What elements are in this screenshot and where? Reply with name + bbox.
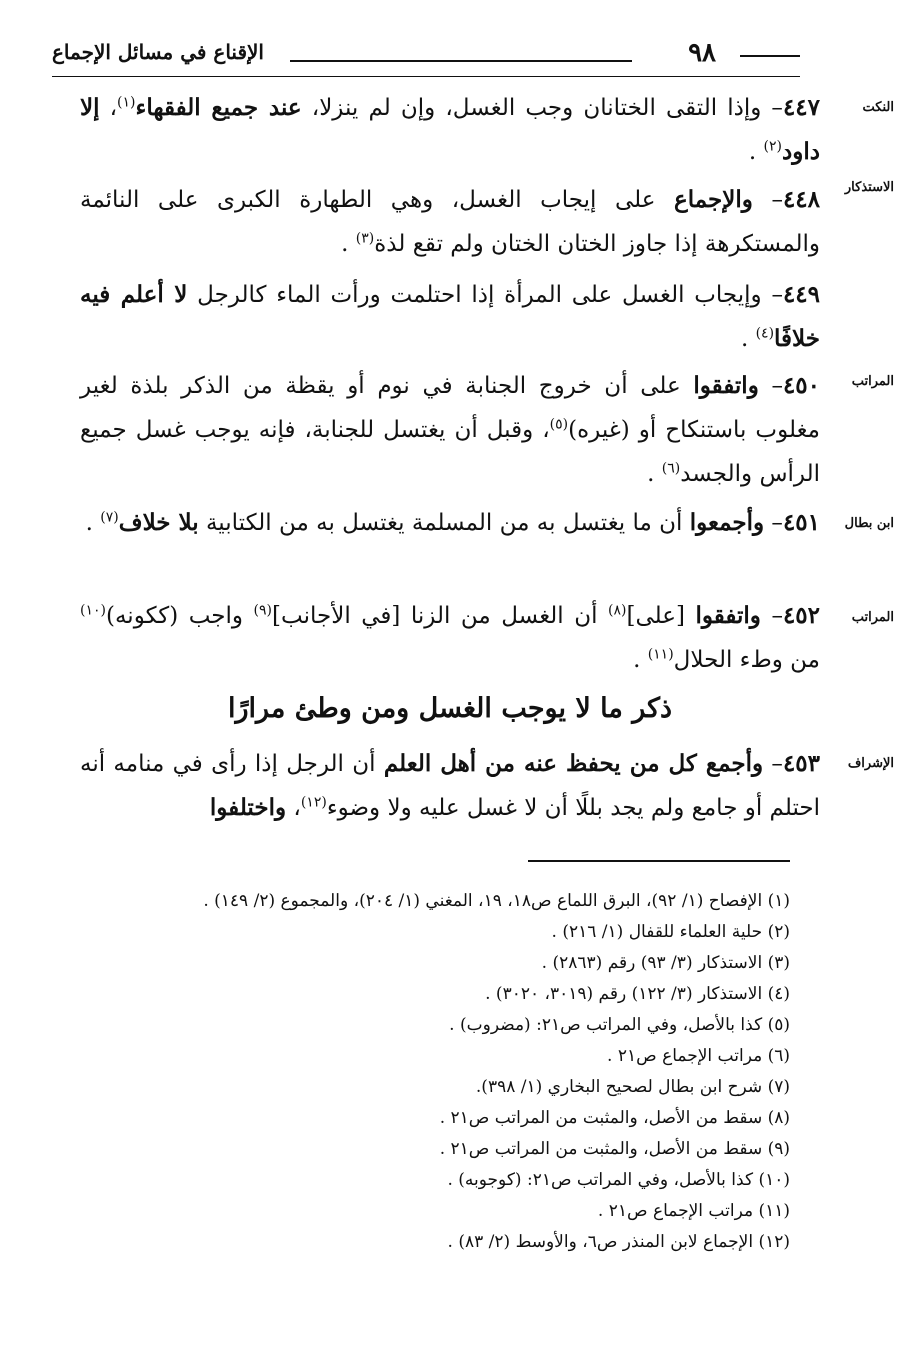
entry-450: ٤٥٠– واتفقوا على أن خروج الجنابة في نوم أو يقظة من الذكر بلذة لغير مغلوب باستنكاح أو (غيره)$^{(٥)}$، وقبل أن يغتسل للجنابة، فإنه يوجب غسل جميع الرأس والجسد$^{(٦)}$ . <box>80 372 821 487</box>
entry-453: ٤٥٣– وأجمع كل من يحفظ عنه من أهل العلم أن الرجل إذا رأى في منامه أنه احتلم أو جامع ولم يجد بللًا أن لا غسل عليه ولا وضوء$^{(١٢)}$، واختلفوا <box>80 750 820 821</box>
bold-phrase: عند جميع الفقهاء <box>135 94 302 121</box>
entry-number: ٤٥٣ <box>782 750 820 777</box>
entry-447: ٤٤٧– وإذا التقى الختانان وجب الغسل، وإن لم ينزلا، عند جميع الفقهاء$^{(١)}$، إلا داود$^{(٢)}$ . <box>80 94 820 165</box>
footnote-ref: (٩) <box>253 602 273 619</box>
entry-text: من وطء الحلال <box>673 647 820 673</box>
footnote-ref: (٧) <box>100 509 119 526</box>
entry-number: ٤٥٠ <box>782 372 821 399</box>
entry-452: ٤٥٢– واتفقوا [على]$^{(٨)}$ أن الغسل من الزنا [في الأجانب]$^{(٩)}$ واجب (ككونه)$^{(١٠)}$ من وطء الحلال$^{(١١)}$ . <box>80 602 821 673</box>
footnote-ref: (٢) <box>763 138 783 155</box>
footnote: (٩) سقط من الأصل، والمثبت من المراتب ص٢١ . <box>439 1139 790 1159</box>
entry-text: وإيجاب الغسل على المرأة إذا احتلمت ورأت الماء كالرجل <box>187 282 762 308</box>
entry-text: على أن خروج الجنابة في نوم أو يقظة من الذكر بلذة لغير مغلوب باستنكاح أو (غيره) <box>80 373 820 443</box>
source-label: المراتب <box>851 374 894 389</box>
entry-text: وإذا التقى الختانان وجب الغسل، وإن لم ينزلا، <box>301 95 762 121</box>
header-underline <box>52 76 800 77</box>
bold-phrase: واتفقوا <box>695 602 761 629</box>
header-dash <box>740 55 800 57</box>
footnote-ref: (٣) <box>355 230 375 247</box>
footnotes <box>70 886 790 1258</box>
footnote-ref: (١٠) <box>80 602 106 619</box>
entry-text: أن الغسل من الزنا [في الأجانب] <box>272 603 609 629</box>
source-label: النكت <box>862 100 894 115</box>
entry-number: ٤٤٨ <box>782 186 821 213</box>
footnote-ref: (١١) <box>647 646 674 663</box>
entry-text: . <box>740 326 756 352</box>
entry-text: ، وقبل أن يغتسل للجنابة، فإنه يوجب غسل جميع الرأس والجسد <box>80 417 820 487</box>
footnote-separator <box>528 860 790 862</box>
entry-number: ٤٥١ <box>782 509 820 536</box>
bold-phrase: إلا داود <box>80 94 820 165</box>
entry-number: ٤٤٩ <box>782 281 821 308</box>
entry-text: [على] <box>626 603 696 629</box>
entry-text: ، <box>286 795 301 821</box>
entry-text: . <box>85 510 101 536</box>
entry-text: ، <box>99 95 118 121</box>
entry-448: ٤٤٨– والإجماع على إيجاب الغسل، وهي الطهارة الكبرى على النائمة والمستكرهة إذا جاوز الختان الختان ولم تقع لذة$^{(٣)}$ . <box>80 186 821 257</box>
footnote: (٢) حلية العلماء للقفال (١/ ٢١٦) . <box>551 922 790 942</box>
footnote: (٥) كذا بالأصل، وفي المراتب ص٢١: (مضروب) . <box>449 1015 790 1035</box>
section-heading: ذكر ما لا يوجب الغسل ومن وطئ مرارًا <box>227 693 673 724</box>
bold-phrase: وأجمع كل من يحفظ عنه من أهل العلم <box>383 750 764 777</box>
entry-number: ٤٤٧ <box>782 94 820 121</box>
footnote: (٦) مراتب الإجماع ص٢١ . <box>607 1046 790 1066</box>
footnote-ref: (٥) <box>549 416 569 433</box>
bold-phrase: لا أعلم فيه خلافًا <box>80 281 820 352</box>
bold-phrase: والإجماع <box>674 186 753 213</box>
running-header <box>52 38 800 78</box>
bold-phrase: واختلفوا <box>209 794 287 821</box>
footnote: (١١) مراتب الإجماع ص٢١ . <box>597 1201 790 1221</box>
source-label: الاستذكار <box>844 180 894 195</box>
footnote-ref: (٤) <box>755 325 775 342</box>
entry-text: أن الرجل إذا رأى في منامه أنه احتلم أو جامع ولم يجد بللًا أن لا غسل عليه ولا وضوء <box>80 751 820 821</box>
bold-phrase: وأجمعوا <box>689 509 765 536</box>
bold-phrase: واتفقوا <box>693 372 759 399</box>
footnote: (٣) الاستذكار (٣/ ٩٣) رقم (٢٨٦٣) . <box>541 953 790 973</box>
header-rule <box>290 60 632 62</box>
bold-phrase: بلا خلاف <box>118 509 199 536</box>
source-label: ابن بطال <box>844 516 894 531</box>
entry-451: ٤٥١– وأجمعوا أن ما يغتسل به من المسلمة يغتسل به من الكتابية بلا خلاف$^{(٧)}$ . <box>85 509 820 536</box>
footnote-ref: (٦) <box>661 460 681 477</box>
entry-text: . <box>633 647 648 673</box>
footnote: (٧) شرح ابن بطال لصحيح البخاري (١/ ٣٩٨). <box>475 1077 790 1097</box>
entry-text: . <box>341 231 356 257</box>
footnote: (١) الإفصاح (١/ ٩٢)، البرق اللماع ص١٨، ١٩، المغني (١/ ٢٠٤)، والمجموع (٢/ ١٤٩) . <box>203 891 790 911</box>
entry-449: ٤٤٩– وإيجاب الغسل على المرأة إذا احتلمت ورأت الماء كالرجل لا أعلم فيه خلافًا$^{(٤)}$ . <box>80 281 821 352</box>
entry-text: واجب (ككونه) <box>105 603 254 629</box>
footnote: (٨) سقط من الأصل، والمثبت من المراتب ص٢١ . <box>439 1108 790 1128</box>
source-label: المراتب <box>851 610 894 625</box>
footnote-ref: (١٢) <box>300 794 327 811</box>
footnote-ref: (٨) <box>608 602 627 619</box>
entry-text: . <box>748 139 764 165</box>
source-label: الإشراف <box>847 756 894 771</box>
footnote: (١٢) الإجماع لابن المنذر ص٦، والأوسط (٢/ ٨٣) . <box>447 1232 790 1252</box>
footnote: (١٠) كذا بالأصل، وفي المراتب ص٢١: (كوجوبه) . <box>447 1170 790 1190</box>
page-number: ٩٨ <box>688 38 716 68</box>
entry-text: على إيجاب الغسل، وهي الطهارة الكبرى على النائمة والمستكرهة إذا جاوز الختان الختان ولم تقع لذة <box>80 187 820 257</box>
entry-number: ٤٥٢ <box>782 602 821 629</box>
footnote: (٤) الاستذكار (٣/ ١٢٢) رقم (٣٠١٩، ٣٠٢٠) . <box>485 984 790 1004</box>
entry-text: أن ما يغتسل به من المسلمة يغتسل به من الكتابية <box>198 510 690 536</box>
entry-text: . <box>647 461 662 487</box>
footnote-ref: (١) <box>117 94 136 111</box>
book-title: الإقناع في مسائل الإجماع <box>52 40 264 64</box>
